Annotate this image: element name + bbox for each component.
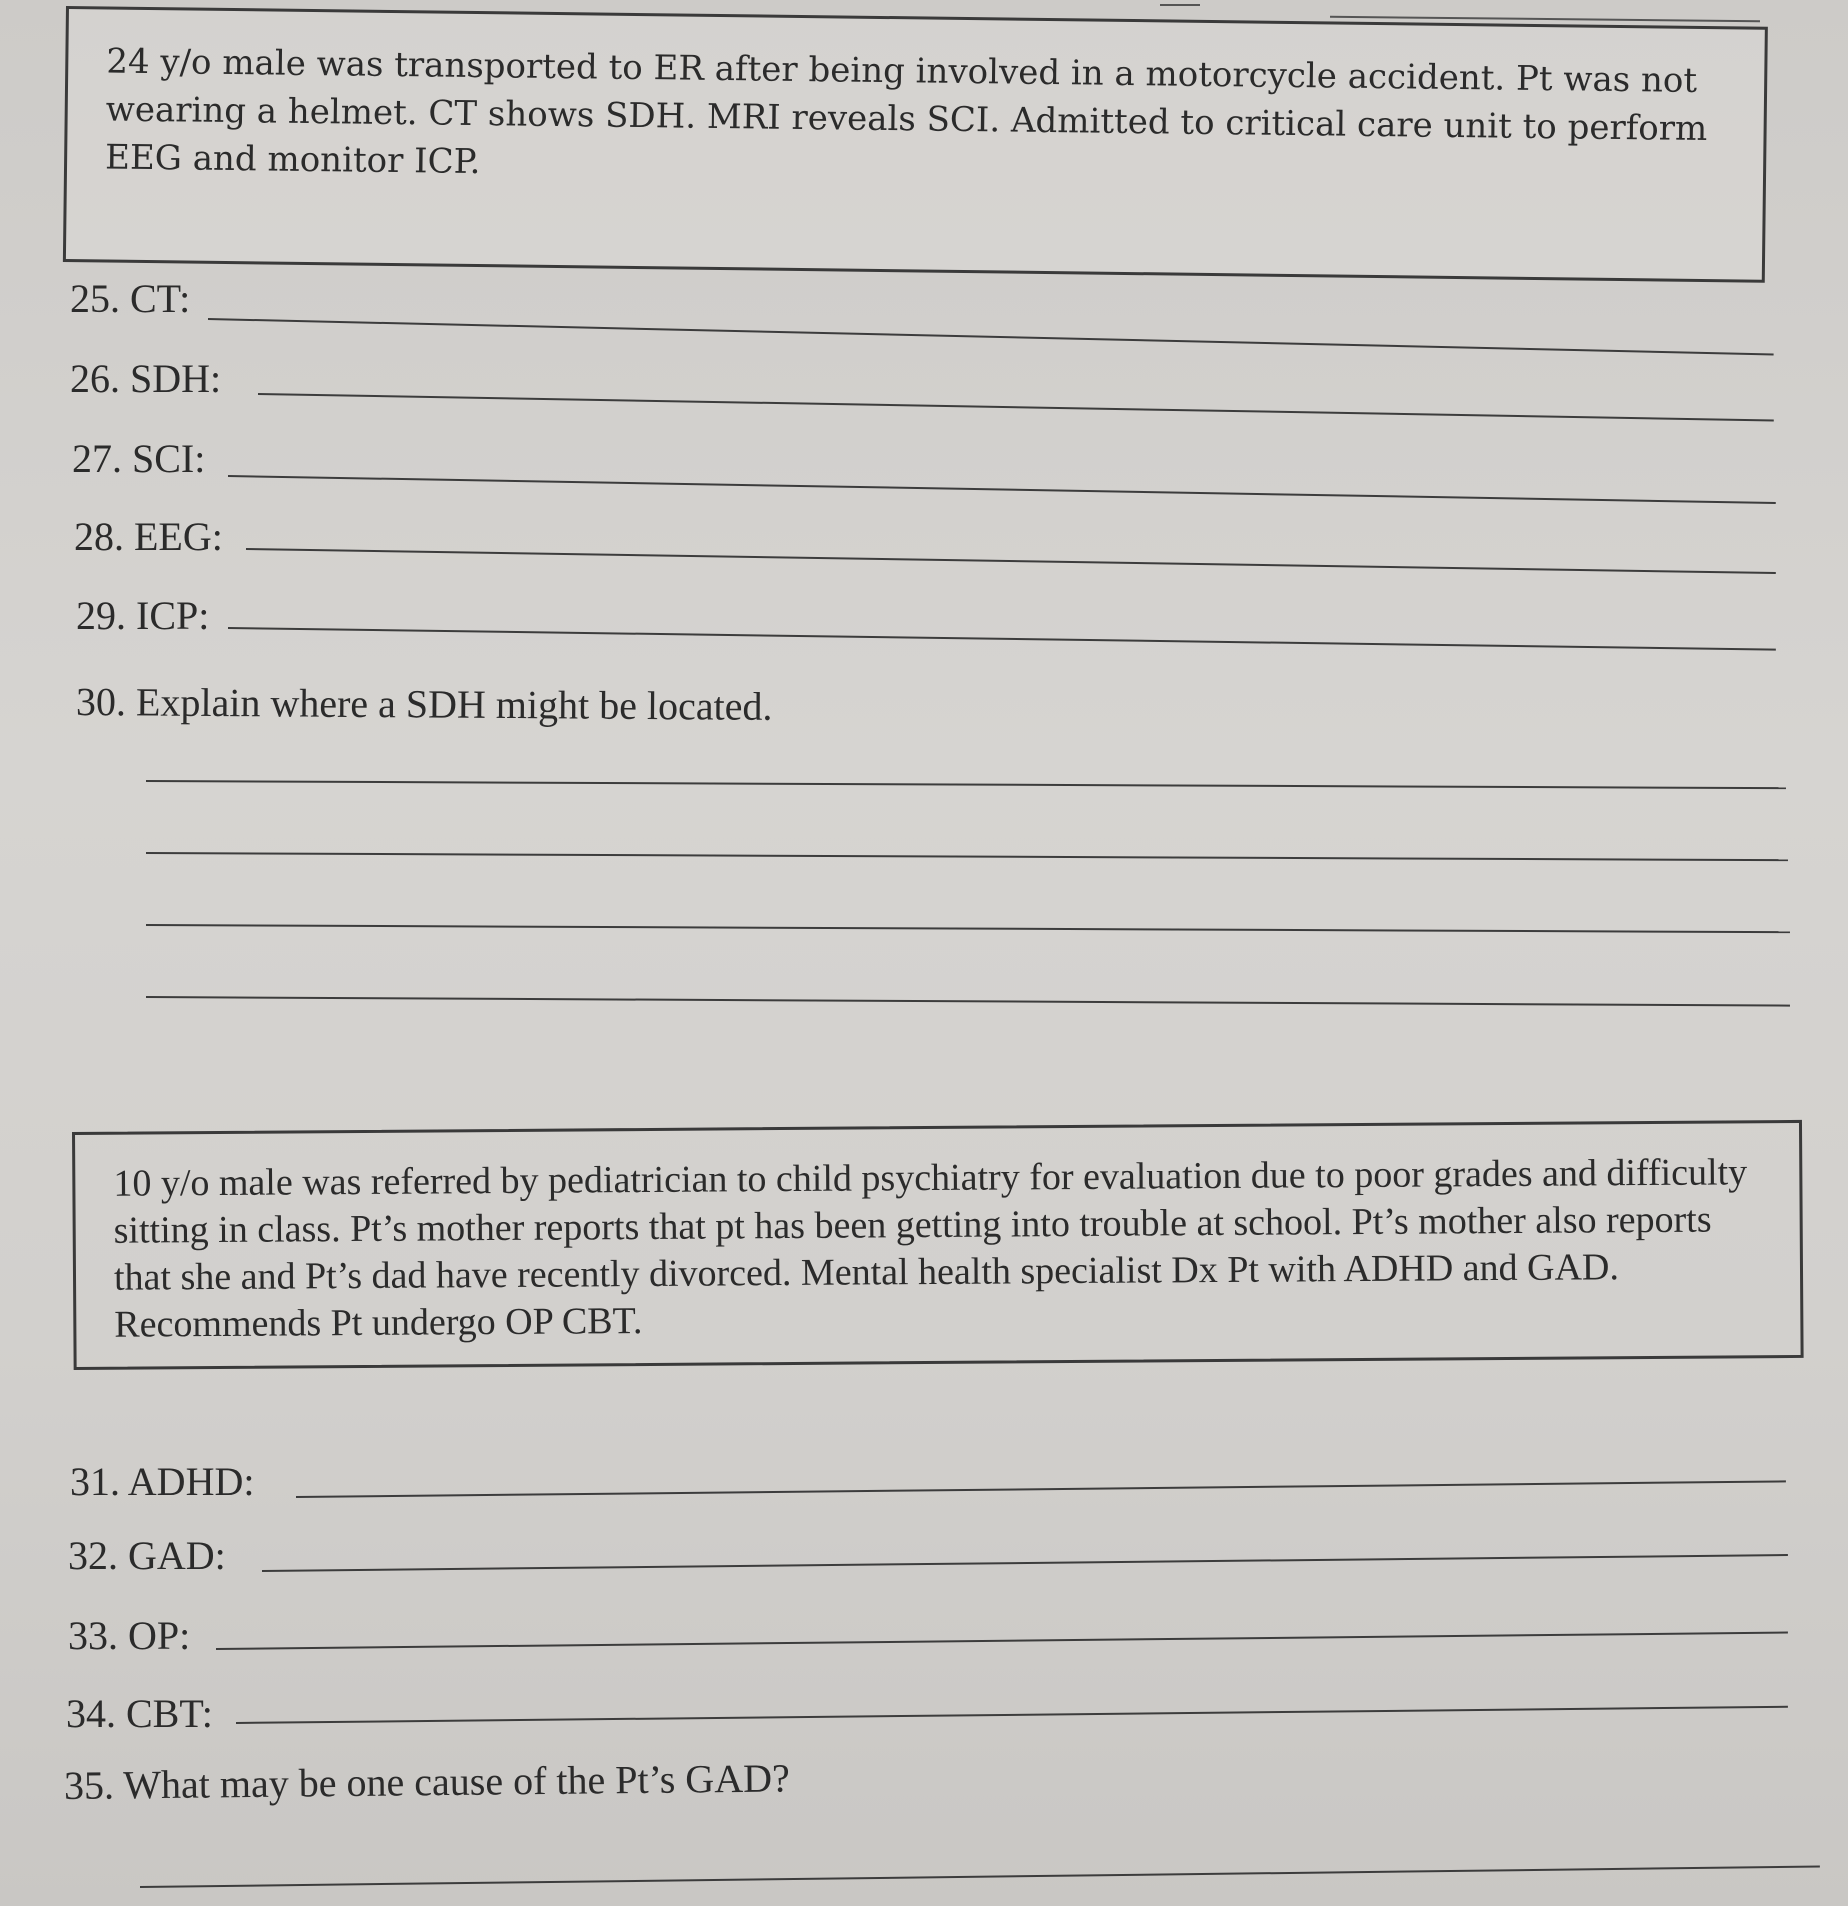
question-31-label: 31. ADHD: xyxy=(70,1459,255,1504)
question-34-label: 34. CBT: xyxy=(66,1691,213,1736)
case-scenario-box-1 xyxy=(63,6,1768,283)
question-26-label: 26. SDH: xyxy=(70,356,222,401)
header-rule-left xyxy=(1160,4,1200,6)
question-30-answer-line-4[interactable] xyxy=(146,996,1790,1007)
case-scenario-text-2: 10 y/o male was referred by pediatrician to child psychiatry for evaluation due to poor grades and difficulty sitting in class. Pt’s mother reports that pt has been getting into trouble at school. Pt’s mother also reports that she and Pt’s dad have recently divorced. Mental health specialist Dx Pt with ADHD and GAD. Recommends Pt undergo OP CBT. xyxy=(113,1151,1748,1346)
question-30-answer-line-2[interactable] xyxy=(146,852,1788,861)
question-25-label: 25. CT: xyxy=(70,276,191,321)
question-35-label: 35. What may be one cause of the Pt’s GAD? xyxy=(63,1755,790,1808)
question-30-answer-line-1[interactable] xyxy=(146,780,1786,789)
question-25-answer-line[interactable] xyxy=(208,318,1774,356)
question-27-label: 27. SCI: xyxy=(72,436,206,481)
question-33-answer-line[interactable] xyxy=(216,1632,1788,1650)
case-scenario-text-1: 24 y/o male was transported to ER after being involved in a motorcycle accident. Pt was not wearing a helmet. CT shows SDH. MRI reveals SCI. Admitted to critical care unit to perform EEG and monitor ICP. xyxy=(104,41,1708,183)
question-30-label: 30. Explain where a SDH might be located. xyxy=(75,679,773,729)
question-33-label: 33. OP: xyxy=(68,1613,191,1658)
question-26-answer-line[interactable] xyxy=(258,393,1774,421)
question-31-answer-line[interactable] xyxy=(296,1480,1786,1498)
question-27-answer-line[interactable] xyxy=(228,475,1776,504)
question-35-answer-line[interactable] xyxy=(140,1865,1820,1888)
question-29-answer-line[interactable] xyxy=(228,627,1776,651)
question-32-answer-line[interactable] xyxy=(262,1554,1788,1572)
question-28-answer-line[interactable] xyxy=(246,548,1776,574)
question-32-label: 32. GAD: xyxy=(68,1533,226,1578)
case-scenario-box-2 xyxy=(72,1120,1804,1370)
question-29-label: 29. ICP: xyxy=(76,593,210,638)
question-28-label: 28. EEG: xyxy=(74,514,223,559)
question-34-answer-line[interactable] xyxy=(236,1706,1788,1724)
question-30-answer-line-3[interactable] xyxy=(146,924,1790,933)
